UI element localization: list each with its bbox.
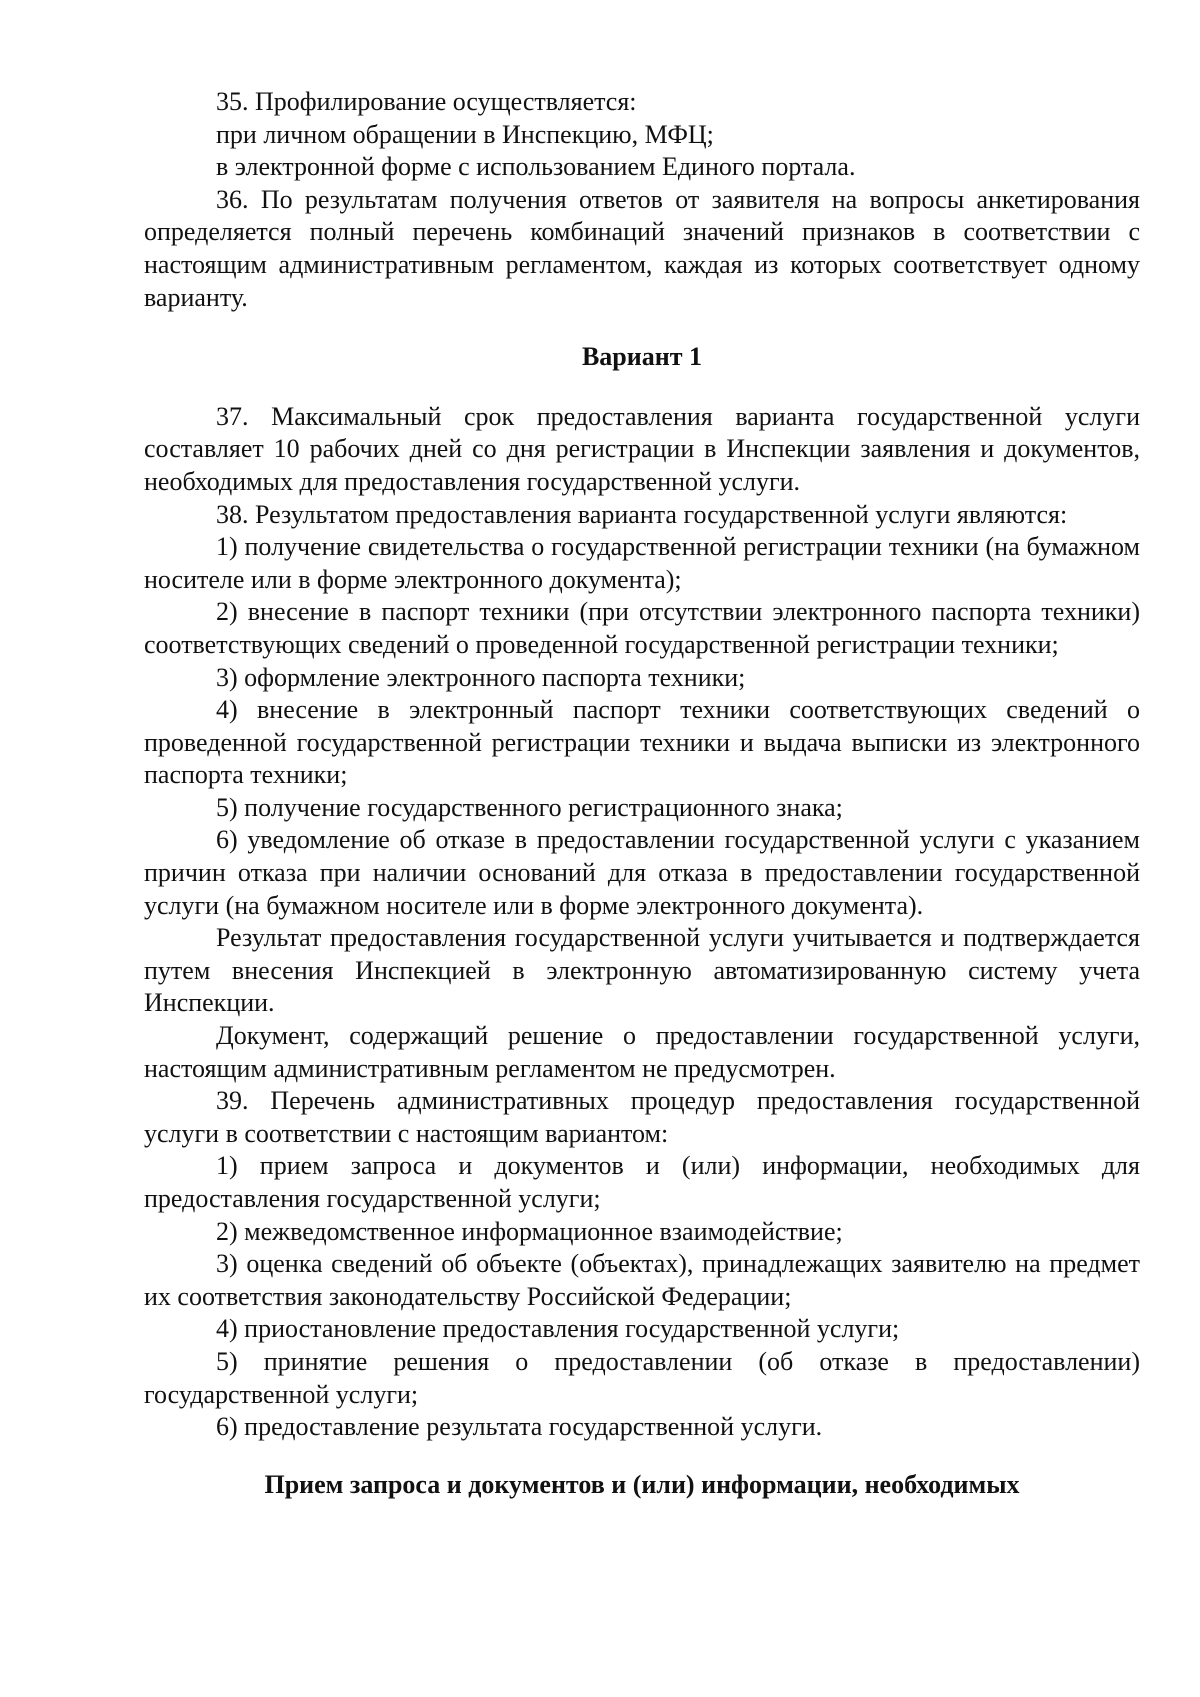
paragraph-39-item-1: 1) прием запроса и документов и (или) информации, необходимых для предоставления государственной услуги;: [144, 1151, 1140, 1213]
paragraph-35-in-person: при личном обращении в Инспекцию, МФЦ;: [216, 119, 714, 149]
paragraph-38-item-3: 3) оформление электронного паспорта техники;: [216, 662, 746, 692]
variant-heading: Вариант 1: [581, 342, 703, 372]
section-heading: Прием запроса и документов и (или) информации, необходимых: [264, 1469, 1020, 1499]
paragraph-38-item-4: 4) внесение в электронный паспорт техники соответствующих сведений о проведенной государственной регистрации техники и выдача выписки из электронного паспорта техники;: [144, 695, 1140, 790]
paragraph-38-item-6: 6) уведомление об отказе в предоставлении государственной услуги с указанием причин отказа при наличии оснований для отказа в предоставлении государственной услуги (на бумажном носителе или в форме электронного документа).: [144, 825, 1140, 920]
paragraph-39-item-2: 2) межведомственное информационное взаимодействие;: [216, 1216, 843, 1246]
paragraph-result-accounting: Результат предоставления государственной услуги учитывается и подтверждается путем внесения Инспекцией в электронную автоматизированную систему учета Инспекции.: [144, 923, 1140, 1018]
paragraph-38-intro: 38. Результатом предоставления варианта государственной услуги являются:: [216, 499, 1068, 529]
paragraph-39-item-4: 4) приостановление предоставления государственной услуги;: [216, 1314, 900, 1344]
paragraph-38-item-5: 5) получение государственного регистрационного знака;: [216, 792, 843, 822]
paragraph-39-intro: 39. Перечень административных процедур предоставления государственной услуги в соответствии с настоящим вариантом:: [144, 1086, 1140, 1148]
document-page: [144, 86, 1140, 1501]
paragraph-35-intro: 35. Профилирование осуществляется:: [216, 87, 637, 116]
paragraph-decision-document: Документ, содержащий решение о предоставлении государственной услуги, настоящим административным регламентом не предусмотрен.: [144, 1021, 1140, 1083]
paragraph-39-item-6: 6) предоставление результата государственной услуги.: [216, 1412, 823, 1442]
paragraph-38-item-1: 1) получение свидетельства о государственной регистрации техники (на бумажном носителе или в форме электронного документа);: [144, 532, 1140, 594]
paragraph-38-item-2: 2) внесение в паспорт техники (при отсутствии электронного паспорта техники) соответствующих сведений о проведенной государственной регистрации техники;: [144, 597, 1140, 659]
paragraph-37: 37. Максимальный срок предоставления варианта государственной услуги составляет 10 рабочих дней со дня регистрации в Инспекции заявления и документов, необходимых для предоставления государственной услуги.: [144, 401, 1140, 496]
paragraph-39-item-3: 3) оценка сведений об объекте (объектах), принадлежащих заявителю на предмет их соответствия законодательству Российской Федерации;: [144, 1249, 1140, 1311]
paragraph-39-item-5: 5) принятие решения о предоставлении (об отказе в предоставлении) государственной услуги;: [144, 1346, 1140, 1409]
paragraph-36: 36. По результатам получения ответов от заявителя на вопросы анкетирования определяется полный перечень комбинаций значений признаков в соответствии с настоящим административным регламентом, каждая из которых соответствует одному варианту.: [144, 184, 1140, 312]
paragraph-35-electronic: в электронной форме с использованием Единого портала.: [216, 152, 856, 182]
